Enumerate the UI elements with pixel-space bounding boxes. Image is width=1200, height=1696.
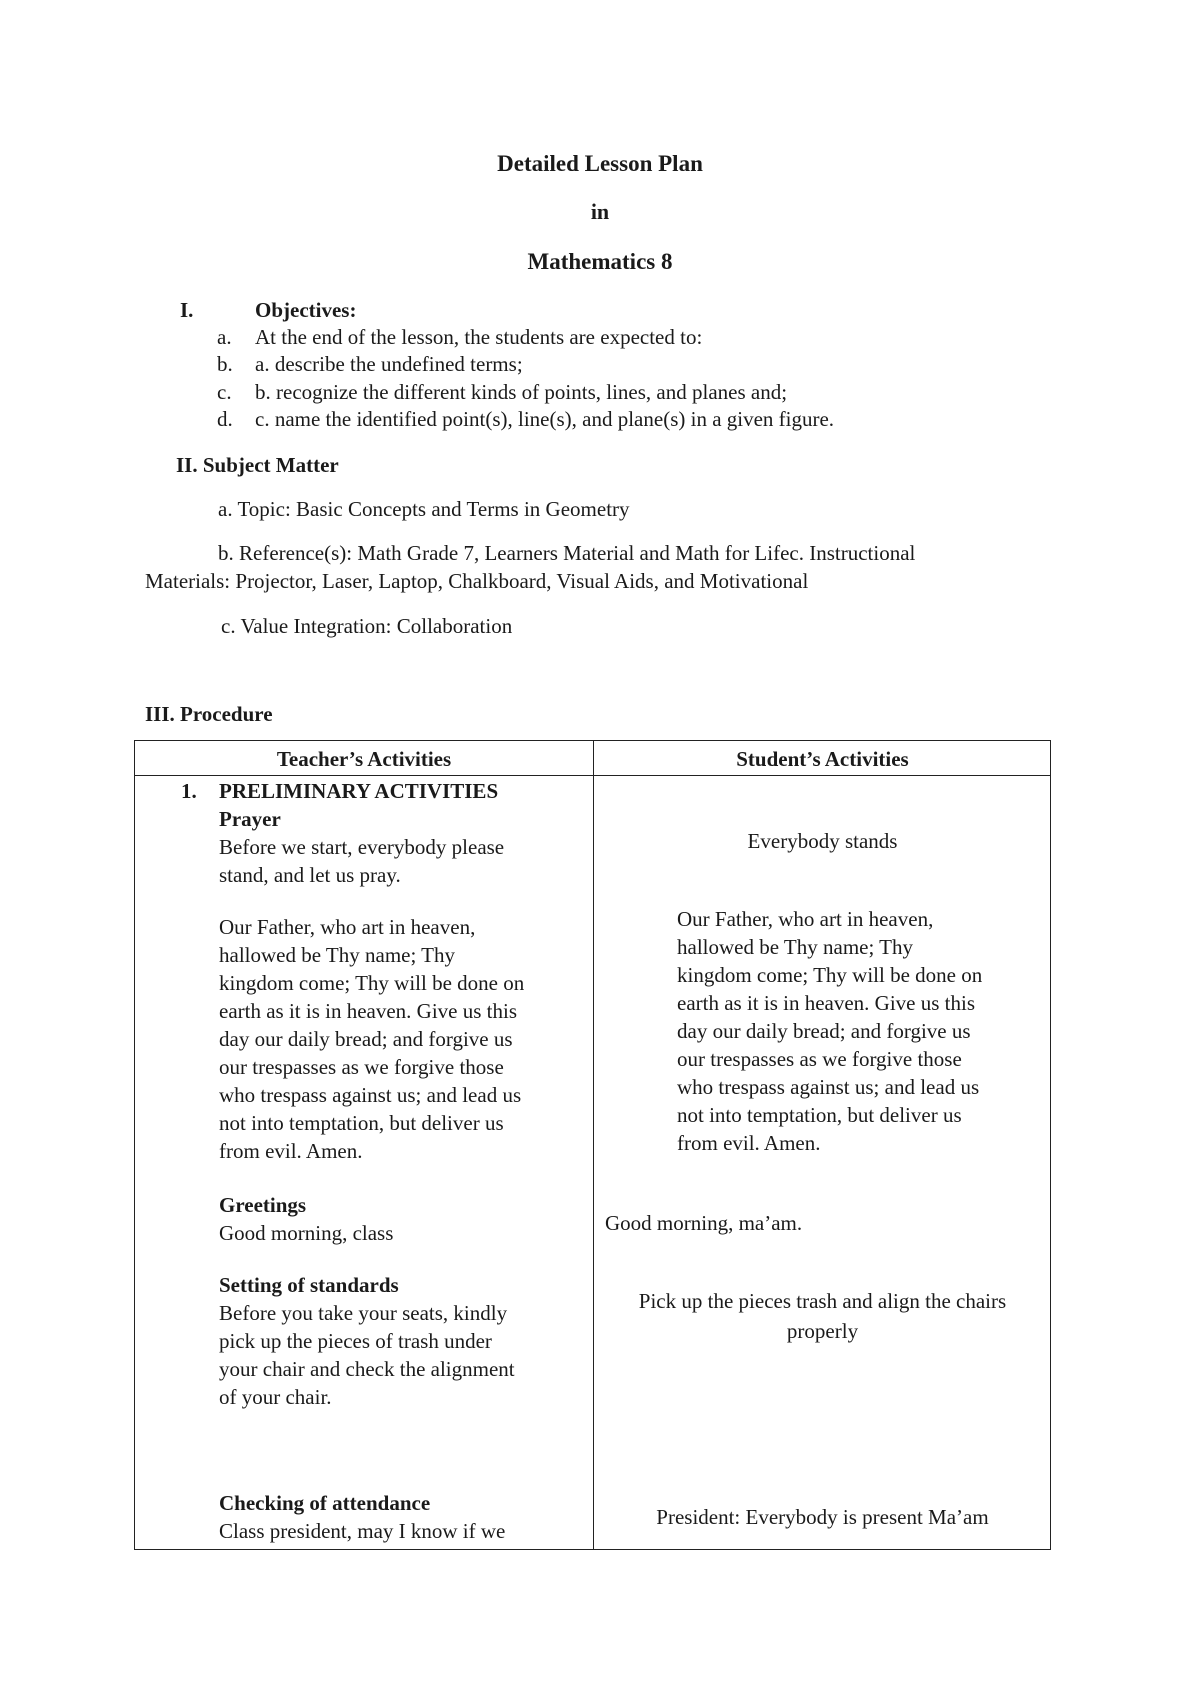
teacher-prayer-line: who trespass against us; and lead us	[219, 1083, 522, 1107]
standards-heading: Setting of standards	[219, 1273, 399, 1297]
prayer-instruction-line: Before we start, everybody please	[219, 835, 505, 859]
standards-teacher-line: of your chair.	[219, 1385, 332, 1409]
header-divider	[135, 775, 1050, 776]
attendance-teacher: Class president, may I know if we	[219, 1519, 506, 1543]
student-prayer-line: Our Father, who art in heaven,	[677, 907, 934, 931]
student-prayer-line: from evil. Amen.	[677, 1131, 821, 1155]
student-prayer-line: earth as it is in heaven. Give us this	[677, 991, 976, 1015]
procedure-table	[134, 740, 1051, 1550]
attendance-heading: Checking of attendance	[219, 1491, 431, 1515]
materials-line: Materials: Projector, Laser, Laptop, Chalkboard, Visual Aids, and Motivational	[145, 569, 809, 593]
student-prayer-line: day our daily bread; and forgive us	[677, 1019, 971, 1043]
teacher-prayer-line: from evil. Amen.	[219, 1139, 363, 1163]
standards-teacher-line: your chair and check the alignment	[219, 1357, 515, 1381]
objective-marker: c.	[217, 380, 232, 404]
greetings-teacher: Good morning, class	[219, 1221, 394, 1245]
objective-marker: d.	[217, 407, 233, 431]
objectives-numeral: I.	[180, 298, 194, 322]
prayer-heading: Prayer	[219, 807, 281, 831]
subject-matter-heading: II. Subject Matter	[176, 453, 339, 477]
student-prayer-line: kingdom come; Thy will be done on	[677, 963, 983, 987]
student-prayer-line: our trespasses as we forgive those	[677, 1047, 962, 1071]
objective-text: c. name the identified point(s), line(s), and plane(s) in a given figure.	[255, 407, 835, 431]
subject-title: Mathematics 8	[527, 249, 673, 274]
teacher-prayer-line: day our daily bread; and forgive us	[219, 1027, 513, 1051]
teacher-column-header: Teacher’s Activities	[276, 747, 452, 771]
standards-teacher-line: Before you take your seats, kindly	[219, 1301, 508, 1325]
title-connector: in	[590, 199, 610, 224]
teacher-prayer-line: earth as it is in heaven. Give us this	[219, 999, 518, 1023]
section-title: PRELIMINARY ACTIVITIES	[219, 779, 499, 803]
procedure-heading: III. Procedure	[145, 702, 273, 726]
teacher-prayer-line: not into temptation, but deliver us	[219, 1111, 504, 1135]
prayer-instruction-line: stand, and let us pray.	[219, 863, 401, 887]
objective-marker: a.	[217, 325, 232, 349]
objective-text: At the end of the lesson, the students are expected to:	[255, 325, 703, 349]
topic-line: a. Topic: Basic Concepts and Terms in Geometry	[218, 497, 630, 521]
page-title: Detailed Lesson Plan	[497, 151, 703, 176]
objective-marker: b.	[217, 352, 233, 376]
teacher-prayer-line: hallowed be Thy name; Thy	[219, 943, 456, 967]
standards-student-line: properly	[786, 1319, 859, 1343]
teacher-prayer-line: our trespasses as we forgive those	[219, 1055, 504, 1079]
teacher-prayer-line: kingdom come; Thy will be done on	[219, 971, 525, 995]
attendance-student-response: President: Everybody is present Ma’am	[656, 1505, 989, 1529]
prayer-student-response: Everybody stands	[747, 829, 898, 853]
teacher-prayer-line: Our Father, who art in heaven,	[219, 915, 476, 939]
student-prayer-line: who trespass against us; and lead us	[677, 1075, 980, 1099]
standards-teacher-line: pick up the pieces of trash under	[219, 1329, 492, 1353]
student-prayer-line: hallowed be Thy name; Thy	[677, 935, 914, 959]
objective-text: a. describe the undefined terms;	[255, 352, 523, 376]
section-number: 1.	[181, 779, 197, 803]
standards-student-line: Pick up the pieces trash and align the chairs	[638, 1289, 1007, 1313]
student-column-header: Student’s Activities	[736, 747, 909, 771]
student-prayer-line: not into temptation, but deliver us	[677, 1103, 962, 1127]
column-divider	[593, 741, 594, 1549]
objectives-heading: Objectives:	[255, 298, 357, 322]
greetings-heading: Greetings	[219, 1193, 307, 1217]
value-integration-line: c. Value Integration: Collaboration	[221, 614, 513, 638]
objective-text: b. recognize the different kinds of points, lines, and planes and;	[255, 380, 788, 404]
reference-line: b. Reference(s): Math Grade 7, Learners Material and Math for Lifec. Instructional	[218, 541, 916, 565]
greetings-student-response: Good morning, ma’am.	[605, 1211, 803, 1235]
